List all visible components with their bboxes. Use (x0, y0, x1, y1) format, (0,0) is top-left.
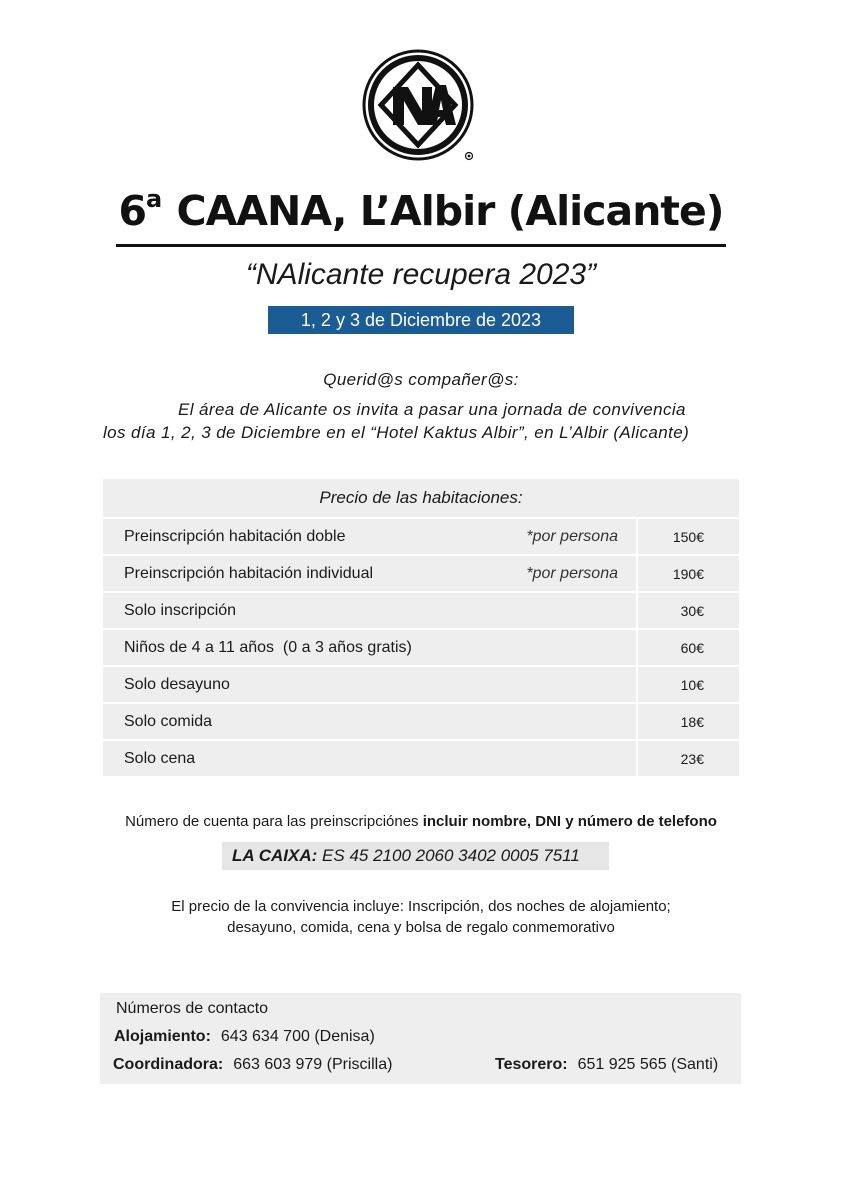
row-label: Solo inscripción (124, 601, 237, 619)
table-row (103, 741, 739, 776)
table-row (103, 556, 739, 591)
row-price: 60€ (638, 630, 739, 665)
row-label: Niños de 4 a 11 años (0 a 3 años gratis) (124, 638, 412, 656)
table-row (103, 519, 739, 554)
greeting: Querid@s compañer@s: (323, 370, 519, 389)
contact-treasurer: Tesorero: 651 925 565 (Santi) (495, 1056, 719, 1073)
account-required-fields: incluir nombre, DNI y número de telefono (422, 813, 717, 830)
row-price: 23€ (638, 741, 739, 776)
row-price: 18€ (638, 704, 739, 739)
bank-name: LA CAIXA: (232, 846, 318, 865)
row-price: 150€ (638, 519, 739, 554)
contact-box (100, 993, 741, 1084)
row-label: Solo comida (124, 712, 213, 730)
row-note: *por persona (526, 564, 618, 582)
na-logo (362, 49, 478, 165)
table-row (103, 630, 739, 665)
title-underline (116, 244, 726, 247)
contact-title: Números de contacto (116, 1000, 269, 1017)
event-dates-badge: 1, 2 y 3 de Diciembre de 2023 (268, 306, 574, 334)
contact-coordinator: Coordinadora: 663 603 979 (Priscilla) (113, 1056, 393, 1073)
row-price: 30€ (638, 593, 739, 628)
row-note: *por persona (526, 527, 618, 545)
contact-lodging: Alojamiento: 643 634 700 (Denisa) (114, 1028, 375, 1045)
event-subtitle: “NAlicante recupera 2023” (245, 258, 597, 291)
na-logo-icon (362, 49, 478, 165)
page-title: 6$^a$ CAANA, L’Albir (Alicante) (118, 185, 724, 235)
includes-line-1: El precio de la convivencia incluye: Inscripción, dos noches de alojamiento; (171, 898, 671, 915)
bank-account-box (222, 842, 609, 870)
price-table (103, 479, 739, 778)
intro-line-1: El área de Alicante os invita a pasar una jornada de convivencia (178, 400, 686, 419)
price-includes (0, 896, 842, 938)
row-label: Preinscripción habitación individual (124, 564, 374, 582)
account-instructions: Número de cuenta para las preinscripciónes incluir nombre, DNI y número de telefono (125, 813, 717, 830)
row-price: 10€ (638, 667, 739, 702)
price-table-heading: Precio de las habitaciones: (103, 479, 739, 517)
bank-account-number: ES 45 2100 2060 3402 0005 7511 (322, 846, 580, 865)
table-row (103, 593, 739, 628)
includes-line-2: desayuno, comida, cena y bolsa de regalo conmemorativo (227, 919, 615, 936)
row-label: Preinscripción habitación doble (124, 527, 346, 545)
table-row (103, 704, 739, 739)
row-label: Solo cena (124, 749, 196, 767)
table-row (103, 667, 739, 702)
row-price: 190€ (638, 556, 739, 591)
row-label: Solo desayuno (124, 675, 230, 693)
intro-line-2: los día 1, 2, 3 de Diciembre en el “Hotel Kaktus Albir”, en L’Albir (Alicante) (103, 423, 690, 442)
